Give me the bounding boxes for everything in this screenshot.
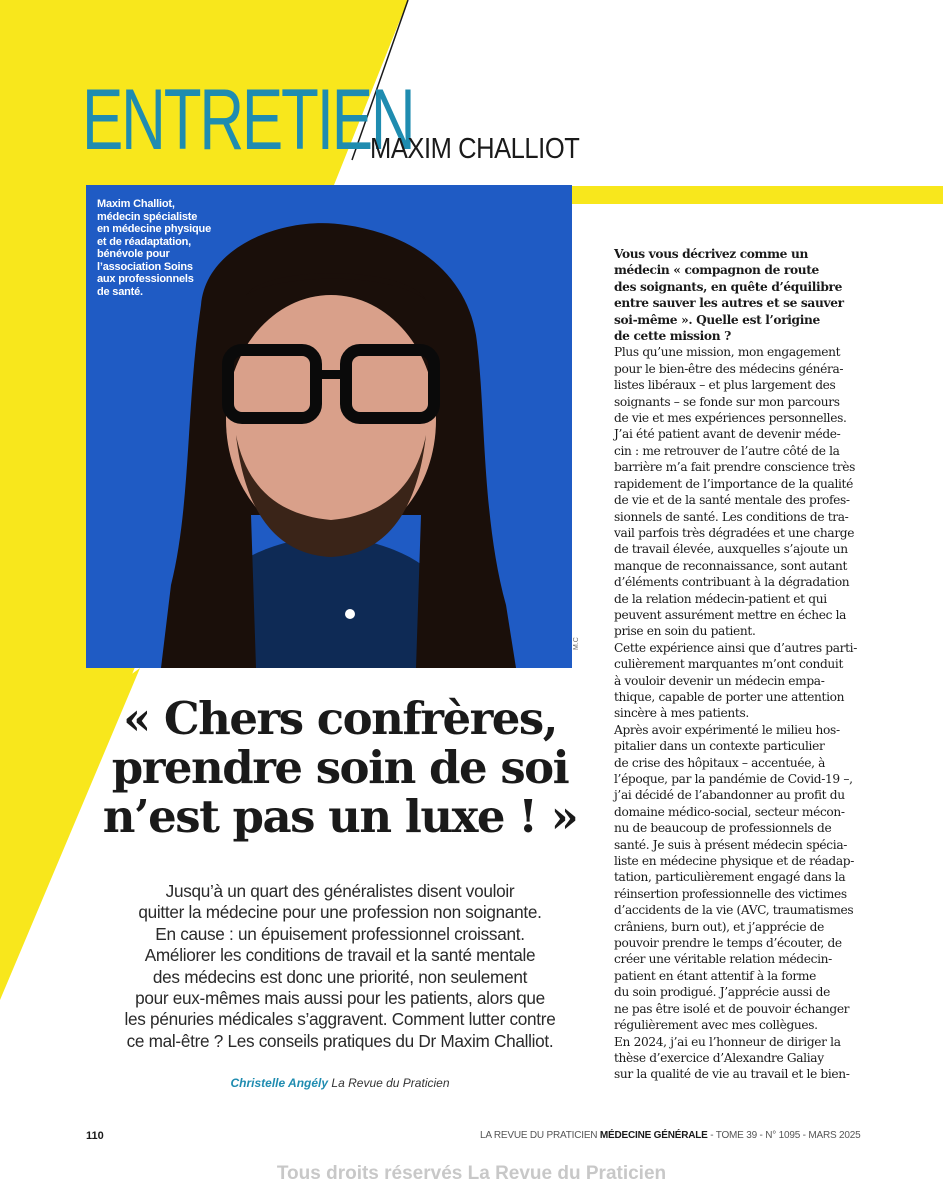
caption-line: et de réadaptation,: [97, 235, 191, 248]
copyright-watermark: Tous droits réservés La Revue du Praticien: [276, 1163, 667, 1184]
intro-line: Jusqu’à un quart des généralistes disent vouloir: [165, 881, 515, 901]
running-footer: [480, 1130, 860, 1141]
answer-line: En 2024, j’ai eu l’honneur de diriger la: [614, 1034, 841, 1049]
question-line: de cette mission ?: [614, 329, 731, 344]
intro-line: les pénuries médicales s’aggravent. Comment lutter contre: [124, 1009, 556, 1030]
answer-line: tation, particulièrement engagé dans la: [614, 870, 846, 885]
answer-line: Après avoir expérimenté le milieu hos-: [614, 722, 840, 737]
journal-name: LA REVUE DU PRATICIEN: [480, 1130, 598, 1141]
answer-line: j’ai décidé de l’abandonner au profit du: [614, 788, 845, 803]
caption-line: en médecine physique: [97, 223, 211, 235]
answer-line: listes libéraux – et plus largement des: [614, 378, 836, 393]
answer-line: patient en étant attentif à la forme: [614, 968, 816, 983]
answer-line: santé. Je suis à présent médecin spécia-: [614, 837, 848, 852]
answer-line: sur la qualité de vie au travail et le bien-: [614, 1067, 850, 1082]
intro-line: Améliorer les conditions de travail et la santé mentale: [144, 945, 536, 966]
answer-line: cin : me retrouver de l’autre côté de la: [614, 443, 840, 458]
answer-line: domaine médico-social, secteur mécon-: [614, 804, 845, 819]
answer-line: J’ai été patient avant de devenir méde-: [614, 427, 841, 442]
publication-name: La Revue du Praticien: [331, 1076, 450, 1090]
answer-line: thèse d’exercice d’Alexandre Galiay: [614, 1050, 824, 1065]
photo-credit: M.C: [573, 637, 580, 650]
answer-line: l’époque, par la pandémie de Covid-19 –,: [614, 772, 853, 786]
answer-line: prise en soin du patient.: [614, 624, 756, 639]
photo-caption: [97, 198, 237, 298]
headline-line: n’est pas un luxe ! »: [102, 790, 578, 843]
page-number: 110: [86, 1130, 104, 1142]
answer-line: barrière m’a fait prendre conscience très: [614, 460, 855, 475]
answer-line: de travail élevée, auxquelles s’ajoute un: [614, 542, 848, 557]
question-line: soi-même ». Quelle est l’origine: [614, 312, 820, 327]
headline-line: prendre soin de soi: [111, 741, 569, 794]
answer-line: créer une véritable relation médecin-: [614, 952, 832, 967]
interview-column: [614, 246, 860, 1083]
question-line: médecin « compagnon de route: [614, 263, 819, 278]
caption-line: médecin spécialiste: [97, 210, 198, 223]
answer-line: ne pas être isolé et de pouvoir échanger: [614, 1001, 850, 1016]
answer-line: d’éléments contribuant à la dégradation: [614, 575, 850, 590]
answer-line: soignants – se fonde sur mon parcours: [614, 394, 840, 409]
answer-line: sincère à mes patients.: [614, 706, 749, 721]
intro-line: pour eux-mêmes mais aussi pour les patients, alors que: [135, 988, 545, 1009]
interview-answer: [614, 344, 860, 1082]
answer-line: du soin prodigué. J’apprécie aussi de: [614, 985, 830, 1000]
caption-line: de santé.: [97, 285, 143, 298]
answer-line: Cette expérience ainsi que d’autres parti-: [614, 640, 857, 655]
answer-line: de vie et de la santé mentale des profes-: [614, 493, 850, 508]
intro-paragraph: [80, 881, 600, 1052]
answer-line: peuvent assurément mettre en échec la: [614, 607, 847, 622]
yellow-accent-bar: [572, 186, 943, 204]
answer-line: pitalier dans un contexte particulier: [614, 739, 825, 754]
answer-line: sionnels de santé. Les conditions de tra-: [614, 509, 849, 524]
answer-line: pouvoir prendre le temps d’écouter, de: [614, 936, 842, 951]
answer-line: thique, capable de porter une attention: [614, 689, 845, 704]
answer-line: pour le bien-être des médecins généra-: [614, 361, 844, 376]
author-name: Christelle Angély: [230, 1076, 329, 1090]
answer-line: à vouloir devenir un médecin empa-: [614, 673, 825, 688]
answer-line: liste en médecine physique et de réadap-: [614, 854, 855, 869]
answer-line: d’accidents de la vie (AVC, traumatismes: [614, 903, 854, 918]
answer-line: régulièrement avec mes collègues.: [614, 1018, 818, 1033]
question-line: Vous vous décrivez comme un: [614, 247, 808, 261]
answer-line: culièrement marquantes m’ont conduit: [614, 657, 844, 672]
intro-line: quitter la médecine pour une profession non soignante.: [138, 902, 542, 923]
answer-line: rapidement de l’importance de la qualité: [614, 476, 853, 491]
intro-line: ce mal-être ? Les conseils pratiques du Dr Maxim Challiot.: [126, 1030, 554, 1051]
intro-line: En cause : un épuisement professionnel croissant.: [155, 923, 525, 944]
caption-line: l’association Soins: [97, 260, 193, 273]
headline-line: « Chers confrères,: [123, 692, 557, 745]
caption-line: bénévole pour: [97, 248, 170, 260]
answer-line: vail parfois très dégradées et une charge: [614, 525, 855, 540]
question-line: entre sauver les autres et se sauver: [614, 296, 844, 311]
answer-line: de crise des hôpitaux – accentuée, à: [614, 755, 826, 770]
question-line: des soignants, en quête d’équilibre: [614, 279, 842, 294]
caption-line: Maxim Challiot,: [97, 198, 175, 210]
interview-question: [614, 246, 860, 344]
byline: [80, 1076, 600, 1090]
answer-line: de la relation médecin-patient et qui: [614, 591, 827, 606]
answer-line: réinsertion professionnelle des victimes: [614, 886, 847, 901]
issue-info: - TOME 39 - N° 1095 - MARS 2025: [707, 1130, 861, 1141]
answer-line: crâniens, burn out), et j’apprécie de: [614, 919, 824, 934]
rubric-title: ENTRETIEN: [82, 72, 414, 168]
intro-line: des médecins est donc une priorité, non seulement: [152, 966, 528, 987]
caption-line: aux professionnels: [97, 273, 194, 285]
answer-line: nu de beaucoup de professionnels de: [614, 821, 832, 836]
headline-quote: [80, 694, 600, 841]
answer-line: de vie et mes expériences personnelles.: [614, 411, 847, 426]
answer-line: Plus qu’une mission, mon engagement: [614, 345, 841, 360]
interviewee-name: MAXIM CHALLIOT: [370, 133, 580, 165]
answer-line: manque de reconnaissance, sont autant: [614, 558, 848, 573]
section-name: MÉDECINE GÉNÉRALE: [599, 1130, 708, 1141]
